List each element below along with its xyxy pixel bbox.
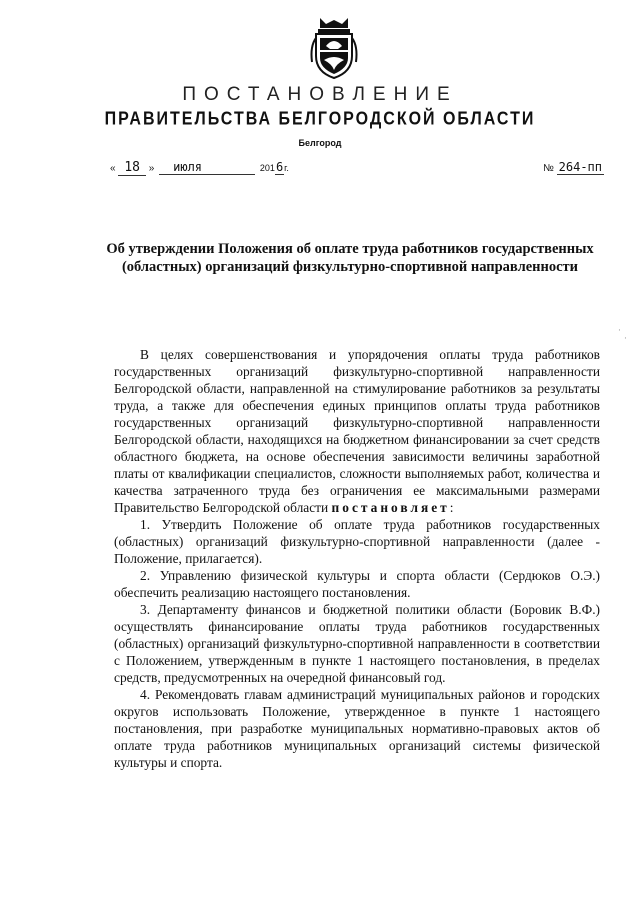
item-paragraph-2: 2. Управлению физической культуры и спорта области (Сердюков О.Э.) обеспечить реализацию настоящего постановления. [114,568,600,600]
date-year-digit: 6 [275,160,284,174]
document-title: Об утверждении Положения об оплате труда работников государственных (областных) организаций физкультурно-спортивной направленности [106,241,594,275]
city-label: Белгород [298,138,342,148]
number-value: 264-пп [558,160,602,174]
intro-paragraph [114,346,600,516]
decree-date [110,160,289,176]
intro-text: В целях совершенствования и упорядочения оплаты труда работников государственных организаций физкультурно-спортивной направленности Белгородской области, направленной на стимулирование работников за результаты труда, а также для обеспечения единых принципов оплаты труда работников государственных организаций физкультурно-спортивной направленности Белгородской области, находящихся на бюджетном финансировании за счет средств областного бюджета, на основе обеспечения зависимости величины заработной платы от квалификации специалистов, сложности выполняемых работ, количества и качества затраченного труда без ограничения ее максимальными размерами Правительство Белгородской области [114,347,600,515]
date-year-suffix: г. [284,163,289,173]
date-year-prefix: 201 [259,163,275,173]
issuer-heading: ПРАВИТЕЛЬСТВА БЕЛГОРОДСКОЙ ОБЛАСТИ [104,109,536,130]
date-close-quote: » [148,163,155,174]
item-paragraph-4: 4. Рекомендовать главам администраций муниципальных районов и городских округов использовать Положение, утвержденное в пункте 1 настоящего постановления, при разработке муниципальных нормативно-правовых актов об оплате труда работников муниципальных организаций системы физической культуры и спорта. [114,687,600,770]
decree-number [543,160,604,175]
decree-verb: постановляет [331,500,450,515]
item-paragraph-3: 3. Департаменту финансов и бюджетной политики области (Боровик В.Ф.) осуществлять финансирование оплаты труда работников государственных (областных) организаций физкультурно-спортивной направленности в соответствии с Положением, утвержденным в пункте 1 настоящего постановления, в пределах средств, предусмотренных на очередной финансовый год. [114,602,600,685]
decree-heading: ПОСТАНОВЛЕНИЕ [182,84,458,105]
number-label: № [543,163,554,174]
date-open-quote: « [110,163,116,174]
item-paragraph-1: 1. Утвердить Положение об оплате труда работников государственных (областных) организаций физкультурно-спортивной направленности (далее - Положение, прилагается). [114,517,600,566]
decree-colon: : [449,500,454,515]
coat-of-arms-icon [306,16,362,80]
date-month: июля [159,160,255,175]
document-body [114,346,600,771]
date-day: 18 [118,160,146,176]
scan-speck: · [624,334,627,344]
scan-speck: · [618,326,621,336]
